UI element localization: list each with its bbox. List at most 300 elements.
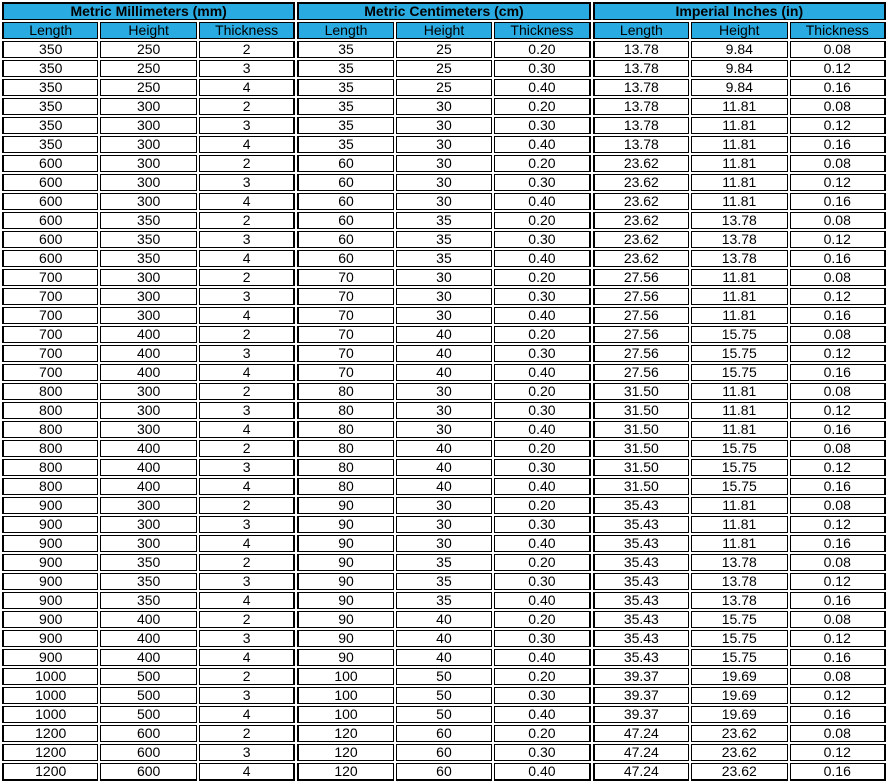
table-cell: 0.16 [790,535,887,552]
table-cell: 30 [396,402,492,419]
table-cell: 0.12 [790,744,887,761]
table-cell: 0.40 [494,193,590,210]
table-cell: 11.81 [691,516,787,533]
table-cell: 3 [199,744,295,761]
table-cell: 0.30 [494,459,590,476]
table-cell: 35 [297,79,393,96]
table-cell: 11.81 [691,136,787,153]
table-cell: 3 [199,402,295,419]
table-cell: 40 [396,459,492,476]
table-cell: 1000 [2,706,98,723]
table-cell: 80 [297,402,393,419]
table-row [2,60,886,77]
table-cell: 4 [199,421,295,438]
table-row [2,516,886,533]
table-cell: 35 [297,117,393,134]
table-cell: 50 [396,687,492,704]
table-cell: 40 [396,364,492,381]
table-cell: 400 [100,440,196,457]
table-cell: 15.75 [691,459,787,476]
table-cell: 23.62 [593,212,689,229]
table-row [2,155,886,172]
table-cell: 4 [199,364,295,381]
table-cell: 60 [297,193,393,210]
table-cell: 13.78 [691,573,787,590]
table-cell: 350 [100,573,196,590]
table-cell: 30 [396,98,492,115]
table-cell: 300 [100,307,196,324]
table-cell: 0.30 [494,573,590,590]
table-cell: 600 [100,763,196,781]
table-cell: 2 [199,497,295,514]
group-header-metric-mm: Metric Millimeters (mm) [2,2,295,20]
table-cell: 0.30 [494,687,590,704]
table-cell: 30 [396,421,492,438]
table-cell: 120 [297,725,393,742]
table-cell: 70 [297,307,393,324]
table-cell: 900 [2,535,98,552]
table-cell: 30 [396,516,492,533]
table-cell: 15.75 [691,345,787,362]
table-cell: 27.56 [593,364,689,381]
table-cell: 0.16 [790,79,887,96]
column-header-row [2,22,886,39]
table-row [2,174,886,191]
table-cell: 0.16 [790,421,887,438]
table-cell: 4 [199,706,295,723]
table-cell: 600 [100,744,196,761]
table-cell: 35 [297,98,393,115]
table-cell: 100 [297,706,393,723]
table-row [2,117,886,134]
table-cell: 3 [199,60,295,77]
table-cell: 0.08 [790,668,887,685]
table-body [2,41,886,781]
table-cell: 600 [2,231,98,248]
column-header-in-thickness: Thickness [790,22,887,39]
table-cell: 250 [100,41,196,58]
table-cell: 700 [2,269,98,286]
table-cell: 30 [396,269,492,286]
table-cell: 350 [2,60,98,77]
table-cell: 15.75 [691,326,787,343]
table-cell: 300 [100,98,196,115]
table-cell: 35 [297,60,393,77]
table-cell: 30 [396,117,492,134]
table-cell: 13.78 [691,231,787,248]
table-row [2,478,886,495]
table-cell: 11.81 [691,117,787,134]
table-cell: 80 [297,459,393,476]
table-cell: 250 [100,60,196,77]
table-cell: 30 [396,155,492,172]
table-cell: 9.84 [691,60,787,77]
table-cell: 0.16 [790,763,887,781]
table-cell: 900 [2,592,98,609]
table-row [2,402,886,419]
table-cell: 0.12 [790,231,887,248]
table-cell: 600 [2,174,98,191]
table-cell: 0.12 [790,687,887,704]
table-cell: 2 [199,41,295,58]
table-cell: 13.78 [593,60,689,77]
table-cell: 300 [100,497,196,514]
table-cell: 1000 [2,668,98,685]
table-row [2,706,886,723]
table-cell: 80 [297,478,393,495]
table-cell: 900 [2,611,98,628]
table-cell: 0.16 [790,478,887,495]
table-cell: 300 [100,269,196,286]
table-cell: 23.62 [691,725,787,742]
table-cell: 0.30 [494,117,590,134]
table-row [2,649,886,666]
table-cell: 13.78 [593,79,689,96]
table-cell: 600 [2,250,98,267]
table-cell: 40 [396,326,492,343]
table-cell: 60 [297,231,393,248]
table-cell: 0.30 [494,60,590,77]
table-cell: 31.50 [593,478,689,495]
table-cell: 19.69 [691,668,787,685]
table-cell: 11.81 [691,402,787,419]
table-cell: 0.08 [790,41,887,58]
table-cell: 0.12 [790,630,887,647]
table-cell: 3 [199,117,295,134]
table-cell: 30 [396,136,492,153]
table-cell: 400 [100,611,196,628]
table-cell: 400 [100,459,196,476]
table-cell: 40 [396,611,492,628]
table-cell: 0.12 [790,459,887,476]
table-cell: 40 [396,345,492,362]
table-cell: 500 [100,706,196,723]
table-cell: 70 [297,288,393,305]
table-cell: 3 [199,516,295,533]
table-cell: 350 [100,212,196,229]
table-cell: 300 [100,402,196,419]
table-cell: 0.40 [494,706,590,723]
table-cell: 0.08 [790,98,887,115]
table-cell: 3 [199,459,295,476]
table-row [2,307,886,324]
table-cell: 80 [297,440,393,457]
table-cell: 13.78 [691,592,787,609]
table-cell: 31.50 [593,459,689,476]
table-cell: 400 [100,326,196,343]
table-cell: 23.62 [593,174,689,191]
table-cell: 4 [199,535,295,552]
table-cell: 35 [396,554,492,571]
table-cell: 35.43 [593,516,689,533]
table-cell: 0.20 [494,668,590,685]
table-cell: 2 [199,611,295,628]
table-cell: 350 [100,592,196,609]
table-cell: 0.08 [790,155,887,172]
table-cell: 90 [297,573,393,590]
table-cell: 23.62 [691,744,787,761]
table-cell: 0.08 [790,725,887,742]
table-cell: 0.40 [494,136,590,153]
table-cell: 0.12 [790,117,887,134]
table-cell: 39.37 [593,668,689,685]
table-cell: 11.81 [691,193,787,210]
table-cell: 800 [2,459,98,476]
table-cell: 0.20 [494,725,590,742]
table-cell: 0.16 [790,193,887,210]
table-cell: 11.81 [691,155,787,172]
table-cell: 0.16 [790,136,887,153]
table-cell: 11.81 [691,288,787,305]
table-cell: 4 [199,649,295,666]
table-cell: 400 [100,649,196,666]
table-cell: 700 [2,345,98,362]
table-cell: 31.50 [593,383,689,400]
table-cell: 15.75 [691,478,787,495]
table-cell: 100 [297,687,393,704]
table-cell: 0.20 [494,611,590,628]
table-cell: 23.62 [691,763,787,781]
table-cell: 0.30 [494,516,590,533]
table-cell: 2 [199,98,295,115]
table-cell: 35.43 [593,535,689,552]
table-cell: 120 [297,763,393,781]
table-cell: 0.30 [494,402,590,419]
table-row [2,421,886,438]
column-header-mm-thickness: Thickness [199,22,295,39]
column-header-mm-length: Length [2,22,98,39]
table-cell: 500 [100,668,196,685]
table-cell: 0.08 [790,383,887,400]
table-cell: 600 [100,725,196,742]
table-cell: 900 [2,649,98,666]
table-cell: 0.30 [494,630,590,647]
table-cell: 35.43 [593,611,689,628]
table-cell: 0.40 [494,364,590,381]
table-cell: 0.12 [790,345,887,362]
table-cell: 350 [2,98,98,115]
table-row [2,611,886,628]
table-cell: 15.75 [691,649,787,666]
table-cell: 90 [297,649,393,666]
table-cell: 60 [297,212,393,229]
table-cell: 30 [396,174,492,191]
table-cell: 0.20 [494,98,590,115]
table-cell: 35 [396,592,492,609]
table-row [2,535,886,552]
group-header-imperial-in: Imperial Inches (in) [593,2,886,20]
table-cell: 400 [100,364,196,381]
table-cell: 4 [199,193,295,210]
table-cell: 0.20 [494,269,590,286]
table-cell: 90 [297,554,393,571]
table-cell: 900 [2,573,98,590]
table-row [2,79,886,96]
table-cell: 3 [199,345,295,362]
table-cell: 60 [396,725,492,742]
table-cell: 13.78 [593,117,689,134]
table-cell: 35 [297,41,393,58]
table-cell: 30 [396,535,492,552]
table-cell: 800 [2,383,98,400]
table-cell: 30 [396,193,492,210]
column-header-in-height: Height [691,22,787,39]
table-cell: 15.75 [691,611,787,628]
column-header-cm-length: Length [297,22,393,39]
table-cell: 0.08 [790,212,887,229]
table-cell: 300 [100,383,196,400]
table-cell: 300 [100,193,196,210]
table-cell: 0.16 [790,307,887,324]
table-cell: 3 [199,231,295,248]
table-cell: 70 [297,326,393,343]
table-cell: 2 [199,440,295,457]
table-cell: 1200 [2,763,98,781]
table-cell: 2 [199,725,295,742]
table-cell: 0.40 [494,421,590,438]
table-cell: 0.40 [494,649,590,666]
table-cell: 350 [100,250,196,267]
table-cell: 400 [100,478,196,495]
table-cell: 9.84 [691,41,787,58]
table-row [2,231,886,248]
table-cell: 11.81 [691,307,787,324]
table-row [2,554,886,571]
table-cell: 300 [100,174,196,191]
table-cell: 30 [396,497,492,514]
table-header [2,2,886,39]
table-cell: 2 [199,383,295,400]
table-cell: 19.69 [691,706,787,723]
table-row [2,364,886,381]
table-row [2,288,886,305]
table-cell: 15.75 [691,630,787,647]
table-row [2,630,886,647]
table-cell: 300 [100,155,196,172]
table-row [2,763,886,781]
table-cell: 300 [100,288,196,305]
table-cell: 47.24 [593,725,689,742]
table-cell: 0.30 [494,345,590,362]
table-cell: 35.43 [593,573,689,590]
table-cell: 35.43 [593,592,689,609]
table-cell: 13.78 [691,554,787,571]
table-cell: 0.08 [790,554,887,571]
table-cell: 23.62 [593,231,689,248]
table-row [2,668,886,685]
table-cell: 11.81 [691,174,787,191]
table-cell: 60 [297,250,393,267]
table-cell: 800 [2,421,98,438]
table-cell: 350 [100,554,196,571]
table-cell: 35 [396,212,492,229]
table-cell: 35.43 [593,554,689,571]
table-cell: 11.81 [691,383,787,400]
table-cell: 35 [396,231,492,248]
table-cell: 4 [199,478,295,495]
table-cell: 0.20 [494,497,590,514]
table-row [2,383,886,400]
table-cell: 800 [2,402,98,419]
table-cell: 70 [297,364,393,381]
table-cell: 0.40 [494,79,590,96]
table-row [2,193,886,210]
group-header-metric-cm: Metric Centimeters (cm) [297,2,590,20]
table-cell: 50 [396,668,492,685]
table-cell: 3 [199,630,295,647]
table-cell: 15.75 [691,440,787,457]
table-cell: 25 [396,60,492,77]
table-cell: 2 [199,668,295,685]
column-header-in-length: Length [593,22,689,39]
table-cell: 0.20 [494,155,590,172]
table-cell: 4 [199,763,295,781]
table-cell: 400 [100,630,196,647]
table-cell: 90 [297,592,393,609]
table-cell: 31.50 [593,440,689,457]
table-cell: 60 [396,763,492,781]
table-cell: 13.78 [593,98,689,115]
table-cell: 2 [199,155,295,172]
table-cell: 30 [396,288,492,305]
table-cell: 120 [297,744,393,761]
table-cell: 300 [100,421,196,438]
table-cell: 80 [297,421,393,438]
table-cell: 4 [199,250,295,267]
table-cell: 4 [199,307,295,324]
table-cell: 39.37 [593,687,689,704]
table-cell: 0.16 [790,250,887,267]
table-cell: 700 [2,364,98,381]
table-cell: 0.20 [494,212,590,229]
table-cell: 900 [2,630,98,647]
table-cell: 0.08 [790,269,887,286]
table-cell: 0.30 [494,744,590,761]
table-cell: 9.84 [691,79,787,96]
table-cell: 0.20 [494,41,590,58]
table-cell: 11.81 [691,421,787,438]
table-cell: 25 [396,79,492,96]
table-cell: 0.20 [494,383,590,400]
table-cell: 900 [2,516,98,533]
table-cell: 0.16 [790,649,887,666]
table-cell: 0.08 [790,326,887,343]
table-cell: 50 [396,706,492,723]
table-cell: 600 [2,193,98,210]
table-cell: 250 [100,79,196,96]
table-cell: 25 [396,41,492,58]
table-cell: 0.12 [790,60,887,77]
table-cell: 0.08 [790,497,887,514]
table-row [2,136,886,153]
table-cell: 31.50 [593,421,689,438]
table-cell: 0.40 [494,592,590,609]
table-cell: 4 [199,79,295,96]
table-cell: 35 [297,136,393,153]
table-cell: 0.30 [494,174,590,191]
table-cell: 0.20 [494,326,590,343]
table-cell: 40 [396,630,492,647]
table-row [2,744,886,761]
table-cell: 35 [396,573,492,590]
table-cell: 70 [297,269,393,286]
table-cell: 90 [297,497,393,514]
table-cell: 27.56 [593,326,689,343]
table-cell: 70 [297,345,393,362]
table-cell: 3 [199,687,295,704]
table-cell: 4 [199,592,295,609]
table-cell: 0.12 [790,174,887,191]
